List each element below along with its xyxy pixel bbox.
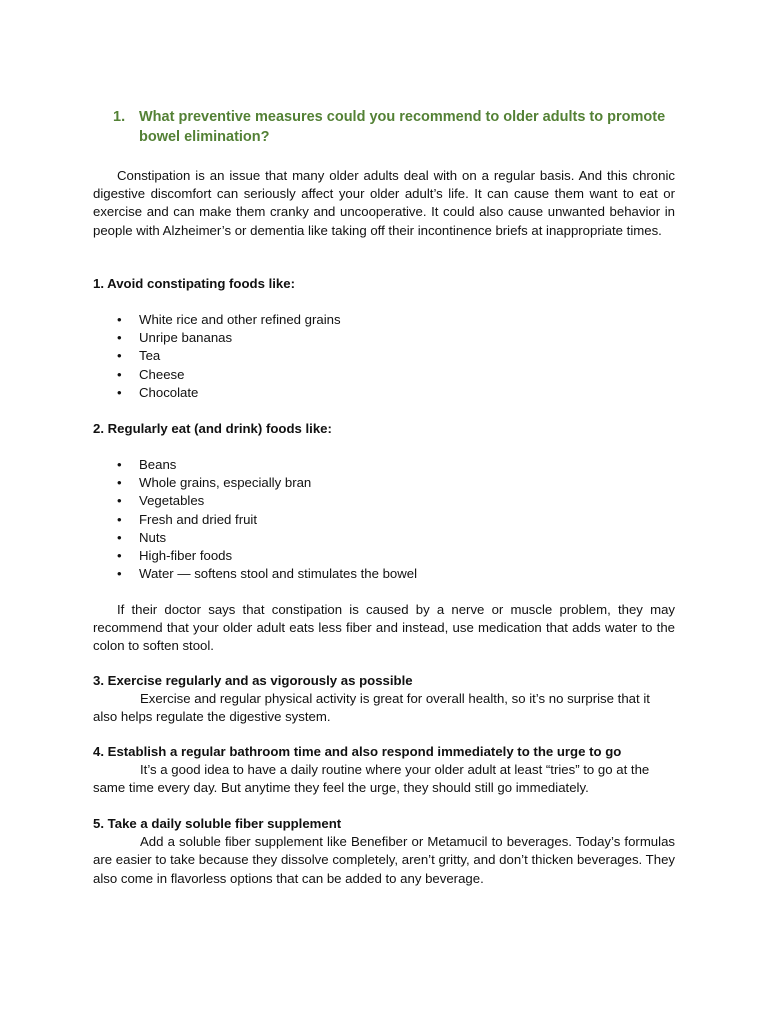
section-bathroom-heading: 4. Establish a regular bathroom time and also respond immediately to the urge to go [93, 744, 622, 759]
list-item-text: High-fiber foods [139, 547, 233, 563]
section-eat-foods-heading: 2. Regularly eat (and drink) foods like: [93, 421, 332, 436]
list-item-text: Cheese [139, 366, 185, 382]
list-item-text: White rice and other refined grains [139, 312, 341, 327]
list-item-text: Fresh and dried fruit [139, 511, 258, 527]
intro-paragraph: Constipation is an issue that many older adults deal with on a regular basis. And this chronic digestive discomfort can seriously affect your older adult’s life. It can cause them want to eat or exercise and can make them cranky and uncooperative. It could also cause unwanted behavior in people with Alzheimer’s or dementia like taking off their incontinence briefs at inappropriate times. [93, 168, 675, 238]
bullet-icon: • [117, 475, 122, 491]
list-item [93, 384, 675, 402]
section-eat-foods [93, 420, 675, 438]
doctor-note-block [93, 601, 675, 656]
list-item [93, 474, 675, 492]
section-bathroom [93, 743, 675, 798]
bullet-icon: • [117, 330, 122, 346]
section-avoid-foods-heading: 1. Avoid constipating foods like: [93, 276, 295, 291]
section-exercise-heading: 3. Exercise regularly and as vigorously as possible [93, 673, 413, 688]
list-item [93, 366, 675, 384]
list-item-text: Beans [139, 457, 177, 472]
section-fiber [93, 815, 675, 888]
list-item [93, 329, 675, 347]
list-item-text: Tea [139, 348, 161, 364]
bullet-icon: • [117, 493, 122, 509]
list-item [93, 529, 675, 547]
bullet-icon: • [117, 312, 122, 327]
section-fiber-body: Add a soluble fiber supplement like Benefiber or Metamucil to beverages. Today’s formulas are easier to take because they dissolve completely, aren’t gritty, and don’t thicken beverages. They also come in flavorless options that can be added to any beverage. [93, 834, 675, 886]
question-text: What preventive measures could you recommend to older adults to promote bowel elimination? [139, 109, 666, 145]
list-item-text: Unripe bananas [139, 330, 233, 346]
avoid-foods-list-block [93, 311, 675, 402]
eat-foods-list-block [93, 456, 675, 583]
list-item-text: Whole grains, especially bran [139, 475, 312, 491]
intro-paragraph-block [93, 167, 675, 240]
doctor-note-paragraph: If their doctor says that constipation is caused by a nerve or muscle problem, they may recommend that your older adult eats less fiber and instead, use medication that adds water to the colon to soften stool. [93, 602, 675, 654]
list-item-text: Chocolate [139, 384, 199, 400]
bullet-icon: • [117, 366, 122, 382]
list-item [93, 511, 675, 529]
question-number: 1. [113, 109, 126, 125]
bullet-icon: • [117, 457, 122, 472]
section-exercise-body: Exercise and regular physical activity is great for overall health, so it’s no surprise that it also helps regulate the digestive system. [93, 691, 650, 725]
list-item-text: Nuts [139, 529, 167, 545]
eat-foods-list [93, 456, 675, 583]
section-bathroom-body: It’s a good idea to have a daily routine where your older adult at least “tries” to go at the same time every day. But anytime they feel the urge, they should still go immediately. [93, 762, 650, 796]
bullet-icon: • [117, 566, 122, 582]
section-fiber-heading: 5. Take a daily soluble fiber supplement [93, 816, 342, 831]
list-item [93, 547, 675, 565]
list-item [93, 565, 675, 583]
bullet-icon: • [117, 529, 122, 545]
section-avoid-foods [93, 275, 675, 293]
list-item [93, 456, 675, 474]
bullet-icon: • [117, 547, 122, 563]
list-item-text: Water — softens stool and stimulates the bowel [139, 566, 418, 582]
list-item [93, 311, 675, 329]
bullet-icon: • [117, 348, 122, 364]
bullet-icon: • [117, 511, 122, 527]
list-item [93, 347, 675, 365]
question-heading [113, 107, 673, 147]
list-item-text: Vegetables [139, 493, 205, 509]
avoid-foods-list [93, 311, 675, 402]
bullet-icon: • [117, 384, 122, 400]
list-item [93, 492, 675, 510]
section-exercise [93, 672, 675, 727]
